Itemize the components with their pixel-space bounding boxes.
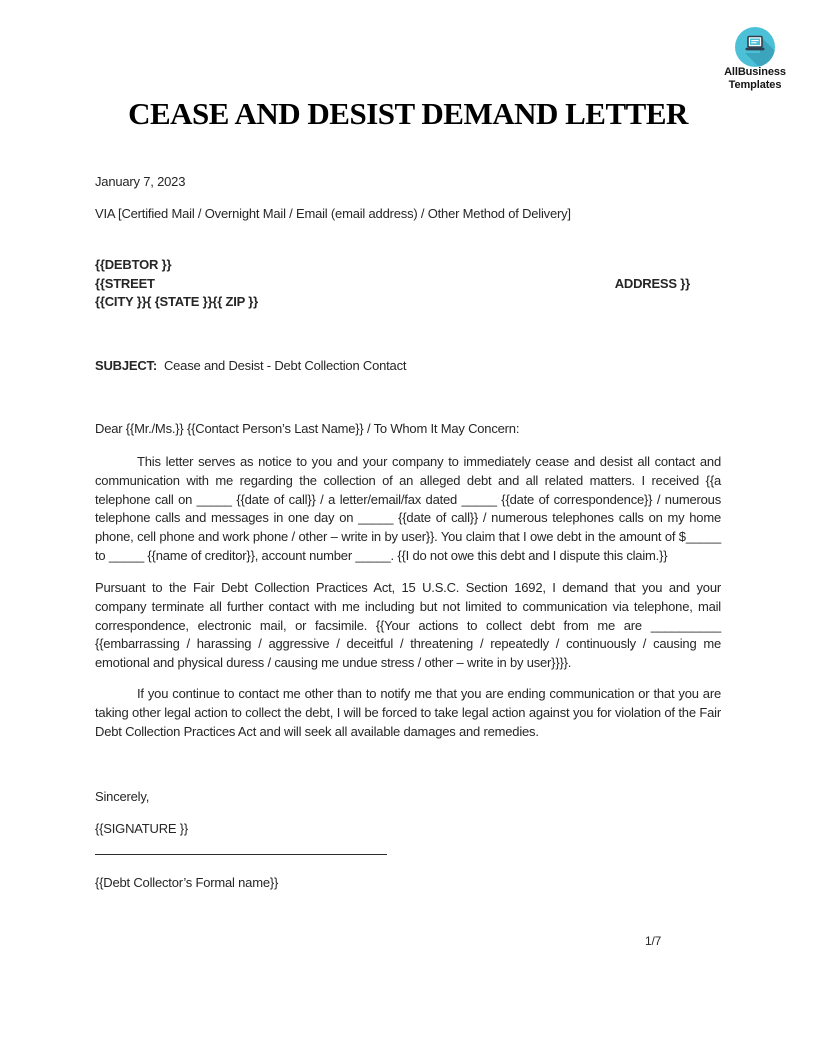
subject-line: [95, 357, 721, 376]
delivery-method-line: VIA [Certified Mail / Overnight Mail / Email (email address) / Other Method of Delivery]: [95, 206, 571, 221]
brand-logo: [715, 27, 795, 91]
subject-text: Cease and Desist - Debt Collection Contact: [163, 358, 407, 373]
laptop-icon: [735, 27, 775, 67]
page-title: CEASE AND DESIST DEMAND LETTER: [128, 96, 688, 131]
subject-label: SUBJECT:: [95, 358, 157, 373]
brand-name-line2: Templates: [728, 78, 782, 91]
valediction: Sincerely,: [95, 789, 150, 804]
signature-placeholder: {{SIGNATURE }}: [95, 821, 189, 836]
salutation: Dear {{Mr./Ms.}} {{Contact Person’s Last Name}} / To Whom It May Concern:: [95, 421, 520, 436]
recipient-block: [95, 256, 721, 312]
recipient-city-state-zip: {{CITY }}{ {STATE }}{{ ZIP }}: [95, 294, 259, 310]
paragraph-demand: Pursuant to the Fair Debt Collection Practices Act, 15 U.S.C. Section 1692, I demand that you and your company terminate all further contact with me including but not limited to communication via telephone, mail correspondence, electronic mail, or facsimile. {{Your actions to collect debt from me are __________ {{embarrassing / harassing / aggressive / deceitful / threatening / repeatedly / continuously / causing me emotional and physical duress / causing me undue stress / other – write in by user}}}}.: [95, 580, 721, 670]
brand-name-line1: AllBusiness: [724, 66, 786, 78]
brand-name: [715, 66, 795, 91]
paragraph-warning: If you continue to contact me other than to notify me that you are ending communication or that you are taking other legal action to collect the debt, I will be forced to take legal action against you for violation of the Fair Debt Collection Practices Act and will seek all available damages and remedies.: [95, 686, 721, 739]
recipient-street-left: {{STREET: [95, 275, 155, 291]
paragraph-notice: This letter serves as notice to you and your company to immediately cease and desist all contact and communication with me regarding the collection of an alleged debt and all related matters. I received {{a telephone call on _____ {{date of call}} / a letter/email/fax dated _____ {{date of correspondence}} / numerous telephone calls and messages in one day on _____ {{date of call}} / numerous telephones calls on my home phone, cell phone and work phone / other – write in by user}}. You claim that I owe debt in the amount of $_____ to _____ {{name of creditor}}, account number _____. {{I do not owe this debt and I dispute this claim.}}: [95, 454, 721, 563]
page-number: 1/7: [645, 934, 662, 948]
recipient-street-line: [95, 275, 721, 294]
signature-line: [95, 854, 387, 855]
date-line: January 7, 2023: [95, 174, 186, 189]
name-placeholder: {{Debt Collector’s Formal name}}: [95, 875, 279, 890]
recipient-street-right: ADDRESS }}: [614, 275, 690, 291]
recipient-debtor: {{DEBTOR }}: [95, 257, 172, 272]
